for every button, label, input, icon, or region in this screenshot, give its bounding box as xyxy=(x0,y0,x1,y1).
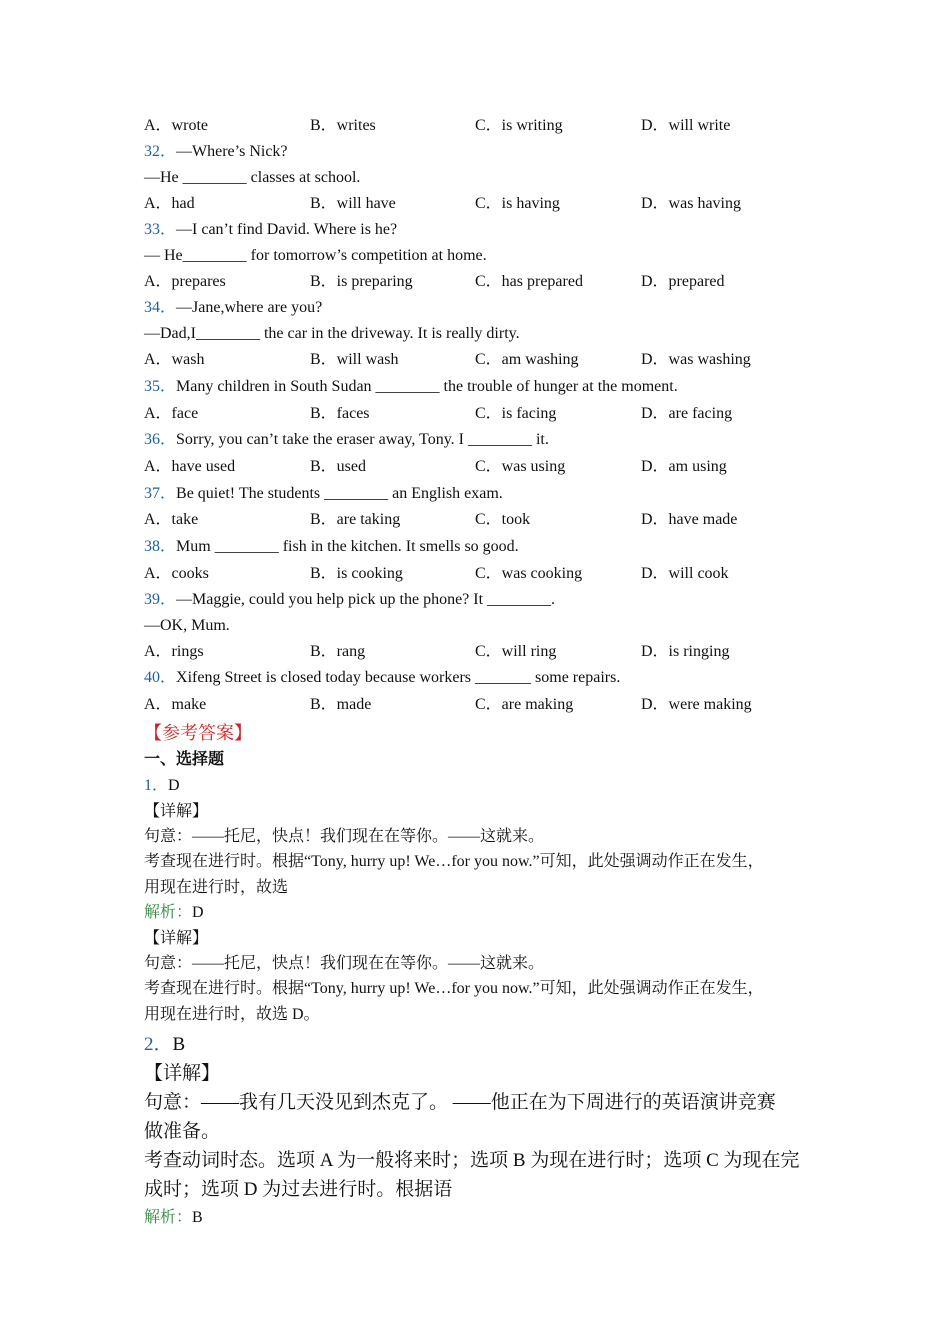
question-text: —Maggie, could you help pick up the phone? It ________. xyxy=(176,591,556,608)
question-37 xyxy=(144,484,503,504)
question-text: —Jane,where are you? xyxy=(176,299,323,316)
answer-number: 1． xyxy=(144,777,169,794)
option-b: B．will wash xyxy=(310,351,399,368)
jiexi-line xyxy=(144,1208,203,1228)
question-number: 38． xyxy=(144,538,177,555)
option-d: D．is ringing xyxy=(641,643,730,660)
question-text: —I can’t find David. Where is he? xyxy=(176,221,398,238)
option-a: A．face xyxy=(144,405,199,422)
option-a: A．rings xyxy=(144,643,204,660)
sentence-meaning: 句意：——托尼，快点！我们现在在等你。——这就来。 xyxy=(144,955,545,972)
detail-label: 【详解】 xyxy=(144,803,209,820)
analysis-line: 考查动词时态。选项 A 为一般将来时；选项 B 为现在进行时；选项 C 为现在完 xyxy=(144,1150,800,1171)
option-a: A．wash xyxy=(144,351,205,368)
option-a: A．take xyxy=(144,511,199,528)
sentence-meaning: 句意：——托尼，快点！我们现在在等你。——这就来。 xyxy=(144,828,545,845)
jiexi-label: 解析： xyxy=(144,1209,193,1226)
option-c: C．took xyxy=(475,511,531,528)
detail-label: 【详解】 xyxy=(144,930,209,947)
option-b: B．made xyxy=(310,696,372,713)
question-number: 40． xyxy=(144,669,177,686)
option-a: A．have used xyxy=(144,458,236,475)
question-text-line: —Dad,I________ the car in the driveway. It is really dirty. xyxy=(144,325,520,342)
question-number: 39． xyxy=(144,591,177,608)
option-d: D．am using xyxy=(641,458,727,475)
option-d: D．have made xyxy=(641,511,738,528)
answer-2 xyxy=(144,1030,185,1059)
sentence-meaning: 句意：——我有几天没见到杰克了。 ——他正在为下周进行的英语演讲竞赛 xyxy=(144,1092,776,1113)
option-d: D．was washing xyxy=(641,351,751,368)
jiexi-line xyxy=(144,903,204,923)
option-a: A．cooks xyxy=(144,565,209,582)
analysis-line: 考查现在进行时。根据“Tony, hurry up! We…for you now.”可知，此处强调动作正在发生， xyxy=(144,853,764,870)
analysis-line: 用现在进行时，故选 D。 xyxy=(144,1006,320,1023)
options-row-q33 xyxy=(144,272,824,292)
option-c: C．has prepared xyxy=(475,273,583,290)
options-row-q35 xyxy=(144,404,824,424)
question-number: 33． xyxy=(144,221,177,238)
option-c: C．was using xyxy=(475,458,566,475)
jiexi-value: D xyxy=(192,904,204,921)
options-row-q39 xyxy=(144,642,824,662)
question-39 xyxy=(144,590,555,610)
question-number: 32． xyxy=(144,143,177,160)
option-c: C．was cooking xyxy=(475,565,583,582)
answer-1 xyxy=(144,776,180,796)
option-a: A．prepares xyxy=(144,273,226,290)
question-32 xyxy=(144,142,288,162)
question-35 xyxy=(144,377,678,397)
question-text: Xifeng Street is closed today because workers _______ some repairs. xyxy=(176,669,621,686)
option-c: C．is having xyxy=(475,195,560,212)
option-d: D．are facing xyxy=(641,405,733,422)
question-34 xyxy=(144,298,322,318)
option-b: B．is preparing xyxy=(310,273,413,290)
option-b: B．are taking xyxy=(310,511,401,528)
option-b: B．will have xyxy=(310,195,396,212)
detail-label: 【详解】 xyxy=(144,1063,221,1084)
question-text: Be quiet! The students ________ an English exam. xyxy=(176,485,503,502)
option-c: C．am washing xyxy=(475,351,579,368)
option-d: D．was having xyxy=(641,195,741,212)
jiexi-label: 解析： xyxy=(144,904,193,921)
options-row-q40 xyxy=(144,695,824,715)
question-text-line: — He________ for tomorrow’s competition at home. xyxy=(144,247,487,264)
question-text: Sorry, you can’t take the eraser away, Tony. I ________ it. xyxy=(176,431,549,448)
option-c: C．are making xyxy=(475,696,574,713)
answer-number: 2． xyxy=(144,1034,173,1055)
answer-letter: B xyxy=(172,1034,186,1055)
analysis-line: 用现在进行时，故选 xyxy=(144,879,289,896)
option-d: D．will cook xyxy=(641,565,729,582)
question-36 xyxy=(144,430,549,450)
option-b: B．faces xyxy=(310,405,370,422)
option-b: B．writes xyxy=(310,117,376,134)
analysis-line: 考查现在进行时。根据“Tony, hurry up! We…for you now.”可知，此处强调动作正在发生， xyxy=(144,980,764,997)
option-b: B．is cooking xyxy=(310,565,403,582)
option-b: B．used xyxy=(310,458,367,475)
sentence-meaning: 做准备。 xyxy=(144,1121,221,1142)
section-title: 一、选择题 xyxy=(144,751,225,768)
option-a: A．wrote xyxy=(144,117,208,134)
question-text-line: —He ________ classes at school. xyxy=(144,169,361,186)
answer-key-heading: 【参考答案】 xyxy=(144,723,252,743)
question-number: 35． xyxy=(144,378,177,395)
options-row-q38 xyxy=(144,564,824,584)
question-38 xyxy=(144,537,519,557)
option-a: A．make xyxy=(144,696,207,713)
question-40 xyxy=(144,668,620,688)
answer-letter: D xyxy=(168,777,180,794)
analysis-line: 成时；选项 D 为过去进行时。根据语 xyxy=(144,1179,453,1200)
option-d: D．were making xyxy=(641,696,752,713)
question-number: 34． xyxy=(144,299,177,316)
option-c: C．is facing xyxy=(475,405,557,422)
option-b: B．rang xyxy=(310,643,366,660)
question-text: Mum ________ fish in the kitchen. It smells so good. xyxy=(176,538,519,555)
question-text-line: —OK, Mum. xyxy=(144,617,230,634)
options-row-q34 xyxy=(144,350,824,370)
options-row-q32 xyxy=(144,194,824,214)
option-c: C．will ring xyxy=(475,643,557,660)
jiexi-value: B xyxy=(192,1209,203,1226)
options-row-q36 xyxy=(144,457,824,477)
option-a: A．had xyxy=(144,195,195,212)
question-number: 37． xyxy=(144,485,177,502)
option-c: C．is writing xyxy=(475,117,563,134)
question-text: —Where’s Nick? xyxy=(176,143,288,160)
option-d: D．will write xyxy=(641,117,731,134)
question-33 xyxy=(144,220,397,240)
option-d: D．prepared xyxy=(641,273,725,290)
options-row-q31 xyxy=(144,116,824,136)
options-row-q37 xyxy=(144,510,824,530)
question-number: 36． xyxy=(144,431,177,448)
question-text: Many children in South Sudan ________ the trouble of hunger at the moment. xyxy=(176,378,678,395)
